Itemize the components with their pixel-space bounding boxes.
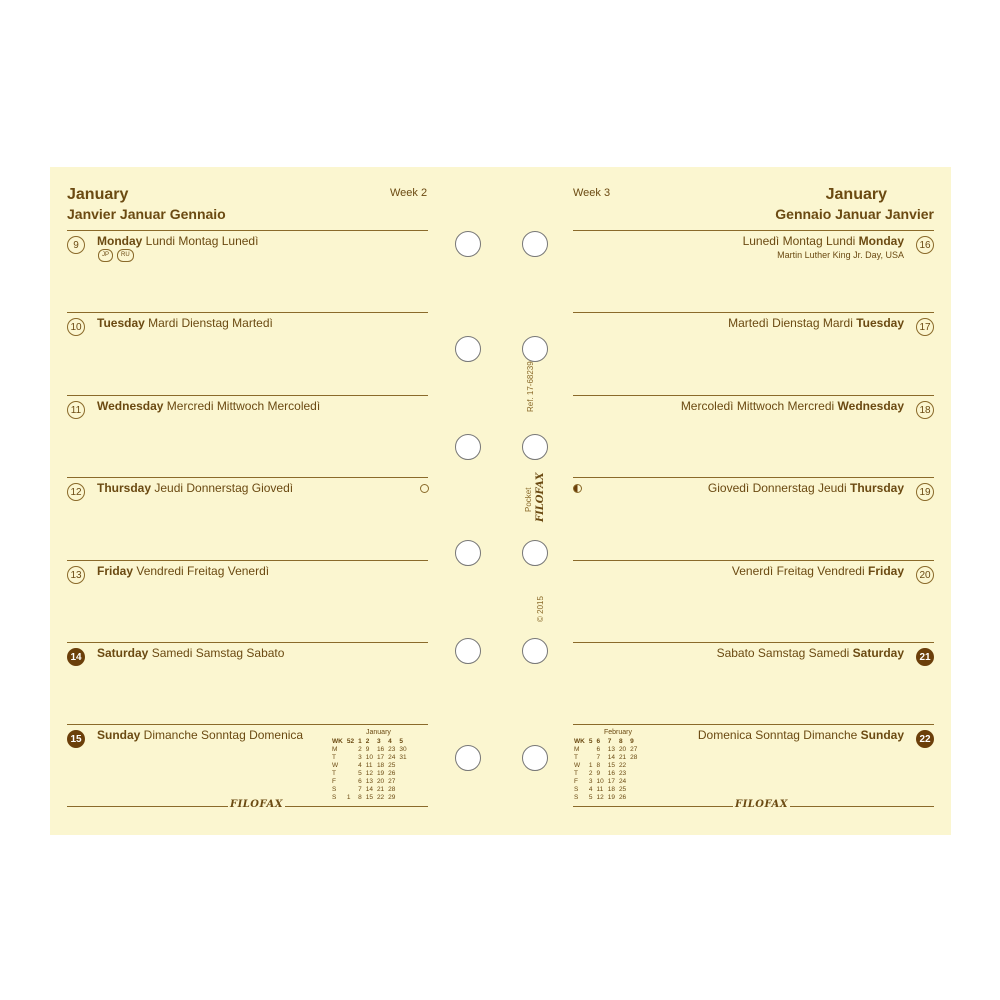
day-divider-rule — [573, 395, 934, 396]
mini-calendar-cell: 15 — [607, 762, 615, 769]
mini-calendar-cell: 19 — [376, 770, 385, 777]
mini-calendar-cell — [628, 762, 639, 770]
spine-copyright: © 2015 — [536, 596, 545, 622]
mini-calendar-cell: 29 — [388, 794, 396, 801]
mini-calendar-cell: 4 — [588, 786, 593, 793]
day-divider-rule — [573, 642, 934, 643]
day-name — [97, 316, 273, 330]
mini-calendar-header-cell: 3 — [376, 738, 381, 745]
day-divider-rule — [67, 560, 428, 561]
mini-calendar-cell: S — [332, 786, 337, 793]
mini-calendar-cell — [628, 770, 639, 778]
mini-calendar-cell: 16 — [607, 770, 615, 777]
day-name-bold: Saturday — [97, 646, 149, 660]
mini-calendar-cell — [587, 754, 595, 762]
day-name-translations: Samedi Samstag Sabato — [148, 646, 285, 660]
last-quarter-moon-icon — [573, 484, 582, 493]
mini-calendar-header-cell: 52 — [346, 738, 355, 745]
mini-calendar-cell — [628, 778, 639, 786]
mini-calendar-cell: 5 — [358, 770, 362, 777]
mini-calendar-cell: 27 — [630, 746, 638, 753]
punch-hole — [522, 231, 548, 257]
day-name-bold: Thursday — [97, 481, 152, 495]
full-moon-icon — [420, 484, 429, 493]
day-name-translations: Mercoledì Mittwoch Mercredi — [680, 399, 838, 413]
day-name-bold: Saturday — [852, 646, 904, 660]
left-month-translations: Janvier Januar Gennaio — [67, 206, 226, 222]
day-name-bold: Sunday — [97, 728, 141, 742]
holiday-badge: RU — [117, 249, 134, 262]
day-name — [97, 234, 258, 248]
mini-calendar-cell: W — [332, 762, 339, 769]
day-number: 10 — [67, 318, 85, 336]
mini-calendar-header-cell: 4 — [388, 738, 392, 745]
day-number: 14 — [67, 648, 85, 666]
punch-hole — [522, 336, 548, 362]
mini-calendar-cell — [397, 762, 408, 770]
mini-calendar-cell — [345, 762, 356, 770]
day-number: 20 — [916, 566, 934, 584]
mini-calendar-cell: F — [332, 778, 336, 785]
mini-calendar-cell: 5 — [588, 794, 593, 801]
day-name — [728, 316, 904, 330]
day-name-bold: Friday — [97, 564, 134, 578]
mini-calendar-header-cell: WK — [574, 738, 585, 745]
mini-calendar-cell: 7 — [596, 754, 601, 761]
mini-calendar-cell: 20 — [376, 778, 385, 785]
mini-calendar-cell: S — [574, 786, 579, 793]
day-number: 15 — [67, 730, 85, 748]
day-name-bold: Wednesday — [837, 399, 904, 413]
mini-calendar-cell — [397, 778, 408, 786]
mini-calendar-cell: T — [332, 770, 336, 777]
mini-calendar-cell: 12 — [365, 770, 373, 777]
mini-calendar-cell: 13 — [365, 778, 373, 785]
spine-pocket: Pocket — [524, 487, 533, 512]
mini-calendar-header-cell: 6 — [596, 738, 601, 745]
mini-calendar-cell — [345, 786, 356, 794]
punch-hole — [455, 434, 481, 460]
day-divider-rule — [573, 477, 934, 478]
punch-hole — [455, 540, 481, 566]
day-name — [717, 646, 904, 660]
spine-brand-logo: FILOFAX — [535, 472, 546, 522]
mini-calendar-cell: 19 — [607, 794, 615, 801]
mini-calendar-cell — [345, 770, 356, 778]
day-name-bold: Tuesday — [856, 316, 904, 330]
mini-calendar-cell: F — [574, 778, 578, 785]
mini-calendar-cell: 2 — [588, 770, 593, 777]
day-number: 22 — [916, 730, 934, 748]
mini-calendar-cell: 10 — [596, 778, 604, 785]
holiday-badge: JP — [98, 249, 113, 262]
mini-calendar-cell — [345, 778, 356, 786]
day-name — [97, 399, 320, 413]
day-divider-rule — [573, 560, 934, 561]
mini-calendar-cell: 26 — [388, 770, 396, 777]
day-name-translations: Vendredi Freitag Venerdì — [133, 564, 270, 578]
holiday-note: Martin Luther King Jr. Day, USA — [777, 250, 904, 260]
day-name-bold: Thursday — [849, 481, 904, 495]
day-divider-rule — [67, 312, 428, 313]
mini-calendar-cell: 20 — [618, 746, 627, 753]
mini-calendar-cell: 8 — [358, 794, 362, 801]
mini-calendar-cell: 23 — [618, 770, 627, 777]
mini-calendar-cell: 6 — [358, 778, 362, 785]
mini-calendar-header-cell: WK — [332, 738, 343, 745]
mini-calendar-cell: T — [574, 754, 578, 761]
mini-calendar-cell — [397, 786, 408, 794]
mini-calendar-cell: 24 — [388, 754, 396, 761]
day-name — [732, 564, 904, 578]
mini-calendar-cell — [628, 794, 639, 802]
mini-calendar-cell — [397, 770, 408, 778]
spine-ref: Ref. 17-68239 — [526, 361, 535, 412]
punch-hole — [455, 231, 481, 257]
mini-calendar-cell: 1 — [346, 794, 351, 801]
mini-calendar-cell — [587, 746, 595, 754]
mini-calendar-cell: 3 — [358, 754, 362, 761]
punch-hole — [455, 638, 481, 664]
day-name-translations: Sabato Samstag Samedi — [716, 646, 853, 660]
mini-calendar-cell: T — [332, 754, 336, 761]
mini-calendar-cell — [397, 794, 408, 802]
punch-hole — [522, 540, 548, 566]
day-name-bold: Tuesday — [97, 316, 145, 330]
day-number: 18 — [916, 401, 934, 419]
punch-hole — [522, 745, 548, 771]
day-divider-rule — [573, 724, 934, 725]
mini-calendar-cell: M — [332, 746, 338, 753]
right-mini-calendar-title: February — [604, 729, 633, 736]
mini-calendar-header-cell: 5 — [399, 738, 404, 745]
day-divider-rule — [67, 642, 428, 643]
mini-calendar-header-cell: 7 — [607, 738, 612, 745]
day-name-bold: Sunday — [860, 728, 904, 742]
mini-calendar-cell: 6 — [596, 746, 601, 753]
day-divider-rule — [67, 724, 428, 725]
mini-calendar-cell: S — [332, 794, 337, 801]
mini-calendar-cell: 12 — [596, 794, 604, 801]
right-brand-logo: FILOFAX — [735, 799, 789, 810]
day-name-translations: Lunedì Montag Lundi — [742, 234, 859, 248]
day-name — [97, 564, 269, 578]
mini-calendar-header-cell: 9 — [630, 738, 634, 745]
punch-hole — [455, 336, 481, 362]
mini-calendar-header-cell: 5 — [588, 738, 593, 745]
mini-calendar-cell: 10 — [365, 754, 373, 761]
day-name-translations: Venerdì Freitag Vendredi — [731, 564, 868, 578]
mini-calendar-cell: S — [574, 794, 579, 801]
mini-calendar-cell: 26 — [618, 794, 627, 801]
mini-calendar-cell: 14 — [607, 754, 615, 761]
mini-calendar-header-cell: 1 — [358, 738, 362, 745]
mini-calendar-cell: 8 — [596, 762, 601, 769]
left-month-title: January — [67, 186, 129, 203]
day-name-translations: Jeudi Donnerstag Giovedì — [151, 481, 294, 495]
mini-calendar-cell: 9 — [596, 770, 601, 777]
mini-calendar-header-cell: 8 — [618, 738, 623, 745]
mini-calendar-cell — [345, 746, 356, 754]
punch-hole — [522, 434, 548, 460]
day-divider-rule — [67, 395, 428, 396]
day-name-translations: Dimanche Sonntag Domenica — [140, 728, 304, 742]
day-number: 12 — [67, 483, 85, 501]
mini-calendar-cell: 16 — [376, 746, 385, 753]
mini-calendar-cell: 30 — [399, 746, 407, 753]
day-name — [681, 399, 904, 413]
day-number: 17 — [916, 318, 934, 336]
day-name — [708, 481, 904, 495]
day-name-translations: Mardi Dienstag Martedì — [144, 316, 273, 330]
day-name-bold: Friday — [867, 564, 904, 578]
mini-calendar-cell: 25 — [388, 762, 396, 769]
mini-calendar-cell: 28 — [388, 786, 396, 793]
day-name-translations: Martedì Dienstag Mardi — [728, 316, 857, 330]
day-name — [97, 728, 303, 742]
left-brand-logo: FILOFAX — [230, 799, 284, 810]
day-name-translations: Domenica Sonntag Dimanche — [697, 728, 861, 742]
mini-calendar-cell: 4 — [358, 762, 362, 769]
day-divider-rule — [573, 312, 934, 313]
day-name — [743, 234, 904, 248]
right-month-title: January — [825, 186, 887, 203]
day-name — [97, 481, 293, 495]
mini-calendar-cell: 18 — [376, 762, 385, 769]
mini-calendar-cell: W — [574, 762, 581, 769]
mini-calendar-cell: 15 — [365, 794, 373, 801]
mini-calendar-cell: 1 — [588, 762, 593, 769]
day-divider-rule — [573, 230, 934, 231]
day-name — [698, 728, 904, 742]
mini-calendar-cell: 22 — [376, 794, 385, 801]
mini-calendar-cell: 25 — [618, 786, 627, 793]
mini-calendar-header-cell: 2 — [365, 738, 370, 745]
day-number: 16 — [916, 236, 934, 254]
mini-calendar-cell: 2 — [358, 746, 362, 753]
mini-calendar-cell: 17 — [607, 778, 615, 785]
day-name — [97, 646, 284, 660]
day-name-bold: Monday — [858, 234, 904, 248]
mini-calendar-cell: 14 — [365, 786, 373, 793]
left-mini-calendar — [330, 738, 409, 802]
mini-calendar-cell: 23 — [388, 746, 396, 753]
mini-calendar-cell: M — [574, 746, 580, 753]
mini-calendar-cell: 22 — [618, 762, 627, 769]
day-name-bold: Monday — [97, 234, 143, 248]
left-week-label: Week 2 — [390, 187, 428, 199]
day-name-translations: Giovedì Donnerstag Jeudi — [707, 481, 850, 495]
right-week-label: Week 3 — [573, 187, 611, 199]
mini-calendar-cell: 21 — [618, 754, 627, 761]
mini-calendar-cell: 11 — [596, 786, 604, 793]
mini-calendar-cell: 24 — [618, 778, 627, 785]
day-divider-rule — [67, 230, 428, 231]
mini-calendar-cell: 31 — [399, 754, 407, 761]
day-name-bold: Wednesday — [97, 399, 164, 413]
mini-calendar-cell — [345, 754, 356, 762]
day-divider-rule — [67, 477, 428, 478]
day-number: 11 — [67, 401, 85, 419]
mini-calendar-cell: 21 — [376, 786, 385, 793]
mini-calendar-cell — [628, 786, 639, 794]
punch-hole — [522, 638, 548, 664]
mini-calendar-cell: 3 — [588, 778, 593, 785]
day-number: 19 — [916, 483, 934, 501]
mini-calendar-cell: 28 — [630, 754, 638, 761]
mini-calendar-cell: 7 — [358, 786, 362, 793]
mini-calendar-cell: 18 — [607, 786, 615, 793]
day-name-translations: Mercredi Mittwoch Mercoledì — [163, 399, 321, 413]
mini-calendar-cell: 13 — [607, 746, 615, 753]
day-number: 9 — [67, 236, 85, 254]
left-mini-calendar-title: January — [366, 729, 391, 736]
punch-hole — [455, 745, 481, 771]
mini-calendar-cell: 17 — [376, 754, 385, 761]
mini-calendar-cell: 27 — [388, 778, 396, 785]
mini-calendar-cell: T — [574, 770, 578, 777]
right-mini-calendar — [572, 738, 639, 802]
day-number: 13 — [67, 566, 85, 584]
mini-calendar-cell: 11 — [365, 762, 373, 769]
mini-calendar-cell: 9 — [365, 746, 370, 753]
right-month-translations: Gennaio Januar Janvier — [775, 206, 934, 222]
day-name-translations: Lundi Montag Lunedì — [142, 234, 259, 248]
day-number: 21 — [916, 648, 934, 666]
